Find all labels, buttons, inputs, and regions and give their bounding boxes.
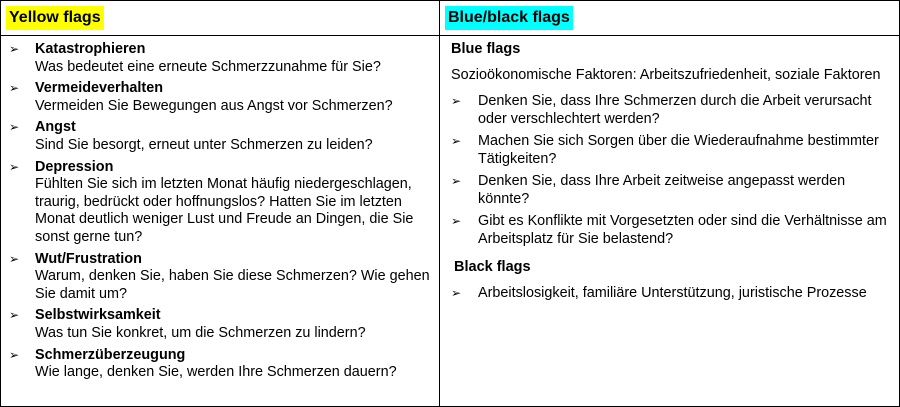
yellow-flags-header-cell <box>1 1 440 36</box>
flag-term: Katastrophieren <box>35 41 146 57</box>
flag-term: Depression <box>35 158 114 175</box>
content-row <box>1 36 900 407</box>
flag-question: Sind Sie besorgt, erneut unter Schmerzen zu leiden? <box>35 136 373 153</box>
list-item <box>448 284 891 302</box>
arrowhead-right-icon: ➢ <box>451 214 462 228</box>
flag-question: Warum, denken Sie, haben Sie diese Schmerzen? Wie gehen Sie damit um? <box>35 268 430 302</box>
arrowhead-right-icon: ➢ <box>9 42 20 56</box>
list-item <box>9 80 435 115</box>
yellow-flags-heading: Yellow flags <box>6 6 104 30</box>
black-flags-subheading: Black flags <box>454 259 531 275</box>
blueblack-flags-column <box>440 36 900 407</box>
blueblack-flags-heading: Blue/black flags <box>445 6 573 30</box>
arrowhead-right-icon: ➢ <box>9 120 20 135</box>
arrowhead-right-icon: ➢ <box>9 159 20 174</box>
arrowhead-right-icon: ➢ <box>9 308 20 323</box>
flag-question: Gibt es Konflikte mit Vorgesetzten oder sind die Verhältnisse am Arbeitsplatz für Sie belastend? <box>478 213 887 247</box>
blue-flags-list <box>448 92 891 248</box>
list-item <box>9 251 435 304</box>
flag-term: Angst <box>35 119 76 136</box>
flag-question: Fühlten Sie sich im letzten Monat häufig niedergeschlagen, traurig, bedrückt oder hoffnungslos? Hatten Sie im letzten Monat deutlich weniger Lust und Freude an Dingen, die Sie sonst gerne tun? <box>35 176 414 245</box>
flag-term: Selbstwirksamkeit <box>35 307 161 324</box>
arrowhead-right-icon: ➢ <box>9 251 20 266</box>
yellow-flags-column <box>1 36 440 407</box>
flag-term: Vermeideverhalten <box>35 80 163 97</box>
blueblack-flags-header-cell <box>440 1 900 36</box>
header-row <box>1 1 900 36</box>
blue-flags-intro: Sozioökonomische Faktoren: Arbeitszufriedenheit, soziale Faktoren <box>451 67 881 83</box>
list-item <box>9 119 435 154</box>
arrowhead-right-icon: ➢ <box>451 286 462 300</box>
flag-question: Denken Sie, dass Ihre Schmerzen durch die Arbeit verursacht oder verschlechtert werden? <box>478 93 872 127</box>
list-item <box>448 92 891 128</box>
list-item <box>448 132 891 168</box>
arrowhead-right-icon: ➢ <box>451 174 462 188</box>
yellow-flags-list <box>9 41 435 382</box>
flag-question: Was tun Sie konkret, um die Schmerzen zu lindern? <box>35 324 366 341</box>
flag-question: Vermeiden Sie Bewegungen aus Angst vor Schmerzen? <box>35 97 393 114</box>
blue-flags-subheading: Blue flags <box>451 41 521 57</box>
arrowhead-right-icon: ➢ <box>451 134 462 148</box>
flag-term: Wut/Frustration <box>35 250 142 267</box>
arrowhead-right-icon: ➢ <box>9 347 20 362</box>
list-item <box>9 347 435 382</box>
list-item <box>9 159 435 247</box>
list-item <box>448 172 891 208</box>
flag-term: Schmerzüberzeugung <box>35 346 186 363</box>
list-item <box>9 307 435 342</box>
flag-question: Was bedeutet eine erneute Schmerzzunahme für Sie? <box>35 58 381 75</box>
arrowhead-right-icon: ➢ <box>451 94 462 108</box>
flag-question: Denken Sie, dass Ihre Arbeit zeitweise angepasst werden könnte? <box>478 173 846 207</box>
black-flags-list <box>448 284 891 302</box>
list-item <box>448 212 891 248</box>
arrowhead-right-icon: ➢ <box>9 81 20 96</box>
list-item <box>9 41 435 76</box>
flag-question: Machen Sie sich Sorgen über die Wiederaufnahme bestimmter Tätigkeiten? <box>478 133 879 167</box>
flag-question: Arbeitslosigkeit, familiäre Unterstützung, juristische Prozesse <box>478 285 867 301</box>
flag-question: Wie lange, denken Sie, werden Ihre Schmerzen dauern? <box>35 364 397 381</box>
